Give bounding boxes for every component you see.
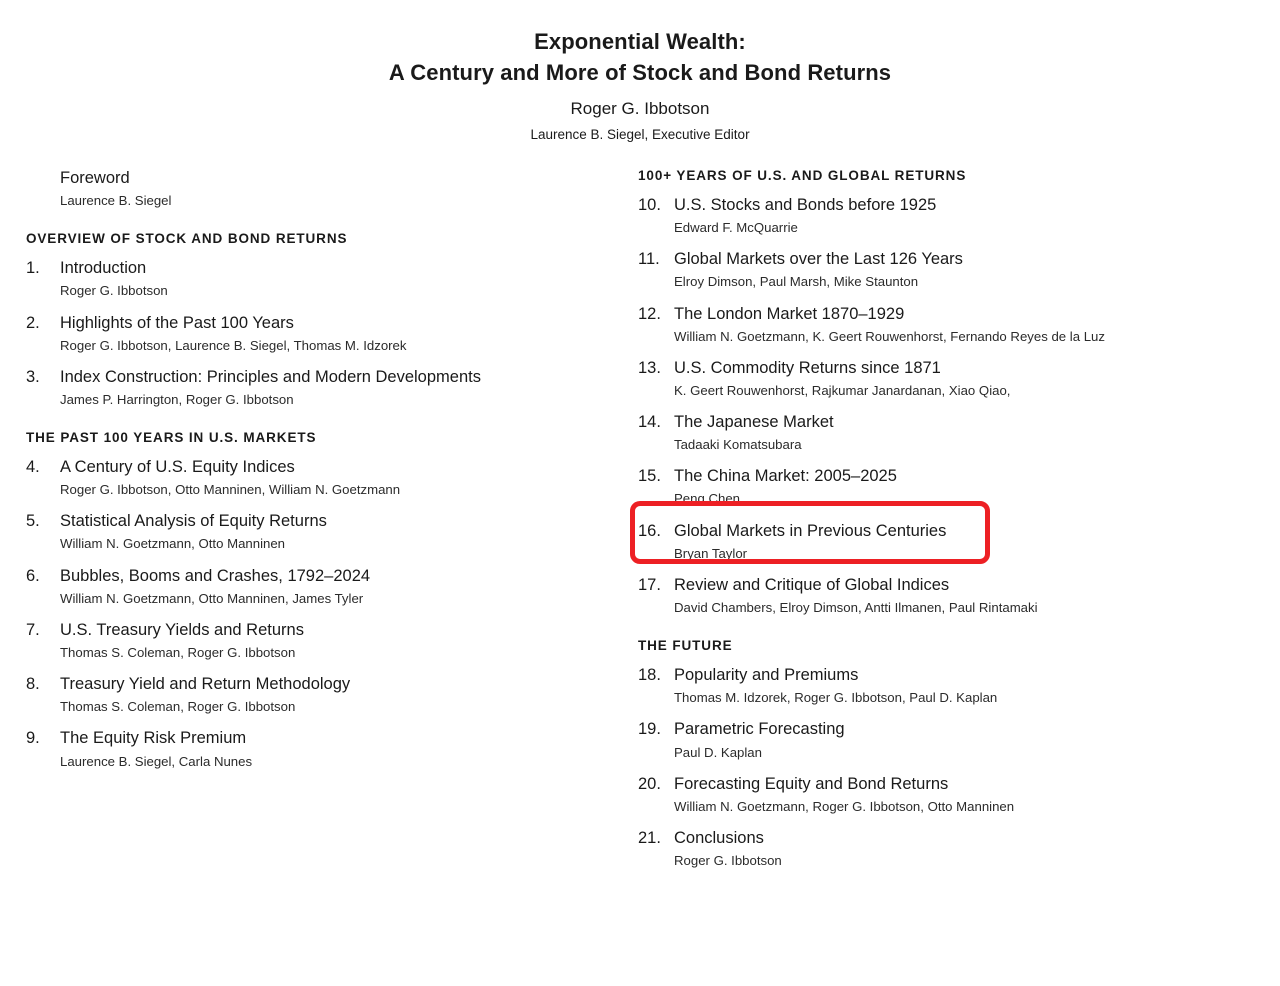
toc-entry-2[interactable]: [26, 313, 620, 354]
section-heading-100-plus-years: 100+ YEARS OF U.S. AND GLOBAL RETURNS: [638, 168, 967, 183]
chapter-authors: Edward F. McQuarrie: [674, 220, 798, 236]
chapter-authors: Roger G. Ibbotson: [60, 283, 168, 299]
chapter-title: Foreword: [60, 169, 130, 187]
chapter-number: 11.: [638, 250, 660, 269]
chapter-authors: Paul D. Kaplan: [674, 744, 762, 760]
chapter-number: 17.: [638, 575, 661, 594]
chapter-number: 5.: [26, 512, 40, 531]
toc-entry-21[interactable]: [638, 828, 1280, 869]
document-header: [0, 0, 1280, 144]
toc-entry-15[interactable]: [638, 466, 1280, 507]
toc-entry-9[interactable]: [26, 728, 620, 769]
toc-column-left: [0, 168, 620, 882]
chapter-title: U.S. Stocks and Bonds before 1925: [674, 196, 937, 214]
chapter-number: 6.: [26, 566, 40, 585]
toc-entry-4[interactable]: [26, 457, 620, 498]
chapter-authors: Tadaaki Komatsubara: [674, 437, 802, 453]
chapter-authors: Thomas S. Coleman, Roger G. Ibbotson: [60, 699, 296, 715]
chapter-authors: K. Geert Rouwenhorst, Rajkumar Janardanan, Xiao Qiao,: [674, 382, 1011, 398]
document-editor: Laurence B. Siegel, Executive Editor: [530, 126, 750, 142]
chapter-authors: Elroy Dimson, Paul Marsh, Mike Staunton: [674, 274, 919, 290]
chapter-number: 7.: [26, 620, 40, 639]
chapter-authors: William N. Goetzmann, Otto Manninen, James Tyler: [60, 590, 364, 606]
chapter-title: Parametric Forecasting: [674, 720, 845, 739]
chapter-title: Conclusions: [674, 828, 764, 847]
toc-entry-10[interactable]: [638, 195, 1280, 236]
chapter-number: 12.: [638, 304, 661, 323]
chapter-title: The Equity Risk Premium: [60, 729, 247, 748]
chapter-title: The China Market: 2005–2025: [674, 467, 897, 486]
chapter-number: 13.: [638, 358, 661, 377]
chapter-authors: William N. Goetzmann, Otto Manninen: [60, 536, 286, 552]
chapter-title: Index Construction: Principles and Modern Developments: [60, 367, 481, 386]
toc-entry-12[interactable]: [638, 304, 1280, 345]
toc-entry-8[interactable]: [26, 674, 620, 715]
title-line-1: Exponential Wealth:: [534, 29, 746, 54]
chapter-authors: Peng Chen: [674, 491, 740, 507]
chapter-authors: James P. Harrington, Roger G. Ibbotson: [60, 391, 294, 407]
chapter-number: 8.: [26, 675, 40, 694]
page-title: [0, 26, 1280, 88]
chapter-title: Forecasting Equity and Bond Returns: [674, 774, 949, 793]
chapter-number: 1.: [26, 259, 40, 278]
chapter-title: Highlights of the Past 100 Years: [60, 313, 294, 332]
chapter-authors: Laurence B. Siegel, Carla Nunes: [60, 753, 253, 769]
chapter-number: 9.: [26, 729, 40, 748]
chapter-number: 20.: [638, 774, 661, 793]
chapter-authors: David Chambers, Elroy Dimson, Antti Ilmanen, Paul Rintamaki: [674, 599, 1038, 615]
chapter-title: U.S. Treasury Yields and Returns: [60, 620, 304, 639]
chapter-title: The Japanese Market: [674, 413, 834, 432]
table-of-contents: [0, 168, 1280, 882]
chapter-authors: Roger G. Ibbotson, Laurence B. Siegel, Thomas M. Idzorek: [60, 337, 407, 353]
chapter-number: 19.: [638, 720, 661, 739]
chapter-authors: Roger G. Ibbotson: [674, 853, 782, 869]
section-heading-overview: OVERVIEW OF STOCK AND BOND RETURNS: [26, 231, 348, 247]
toc-entry-5[interactable]: [26, 511, 620, 552]
toc-entry-13[interactable]: [638, 358, 1280, 399]
chapter-authors: William N. Goetzmann, Roger G. Ibbotson, Otto Manninen: [674, 798, 1015, 814]
chapter-number: 15.: [638, 467, 661, 486]
toc-entry-14[interactable]: [638, 412, 1280, 453]
toc-entry-1[interactable]: [26, 258, 620, 299]
chapter-number: 4.: [26, 458, 40, 477]
chapter-title: The London Market 1870–1929: [674, 304, 905, 323]
chapter-number: 21.: [638, 828, 661, 847]
toc-entry-7[interactable]: [26, 620, 620, 661]
toc-entry-foreword[interactable]: [26, 168, 620, 209]
toc-entry-3[interactable]: [26, 367, 620, 408]
chapter-number: 18.: [638, 666, 661, 685]
toc-entry-11[interactable]: [638, 249, 1280, 290]
toc-entry-19[interactable]: [638, 719, 1280, 760]
chapter-authors: Laurence B. Siegel: [60, 193, 172, 209]
chapter-title: Treasury Yield and Return Methodology: [60, 675, 351, 694]
chapter-number: 16.: [638, 521, 661, 540]
section-heading-past-100-years: THE PAST 100 YEARS IN U.S. MARKETS: [26, 430, 317, 446]
chapter-title: Review and Critique of Global Indices: [674, 575, 950, 594]
title-line-2: A Century and More of Stock and Bond Returns: [388, 60, 892, 86]
chapter-number: 14.: [638, 413, 661, 432]
chapter-title: U.S. Commodity Returns since 1871: [674, 358, 941, 377]
toc-entry-20[interactable]: [638, 774, 1280, 815]
chapter-authors: Thomas S. Coleman, Roger G. Ibbotson: [60, 644, 296, 660]
toc-entry-18[interactable]: [638, 665, 1280, 706]
chapter-title: Introduction: [60, 259, 147, 278]
toc-entry-16[interactable]: [638, 521, 1280, 562]
chapter-title: Popularity and Premiums: [674, 666, 859, 685]
chapter-authors: Bryan Taylor: [674, 545, 748, 561]
toc-entry-17[interactable]: [638, 575, 1280, 616]
chapter-title: Bubbles, Booms and Crashes, 1792–2024: [60, 566, 371, 585]
chapter-number: 10.: [638, 196, 661, 214]
chapter-number: 2.: [26, 313, 40, 332]
chapter-title: Global Markets in Previous Centuries: [674, 521, 947, 540]
chapter-authors: William N. Goetzmann, K. Geert Rouwenhorst, Fernando Reyes de la Luz: [674, 328, 1105, 344]
chapter-number: 3.: [26, 367, 40, 386]
chapter-authors: Thomas M. Idzorek, Roger G. Ibbotson, Paul D. Kaplan: [674, 690, 998, 706]
toc-entry-6[interactable]: [26, 566, 620, 607]
chapter-title: Statistical Analysis of Equity Returns: [60, 512, 327, 531]
toc-column-right: [620, 168, 1280, 882]
document-author: Roger G. Ibbotson: [570, 99, 710, 119]
chapter-authors: Roger G. Ibbotson, Otto Manninen, William N. Goetzmann: [60, 482, 401, 498]
chapter-title: Global Markets over the Last 126 Years: [674, 250, 963, 269]
chapter-title: A Century of U.S. Equity Indices: [60, 458, 295, 477]
section-heading-the-future: THE FUTURE: [638, 638, 733, 654]
